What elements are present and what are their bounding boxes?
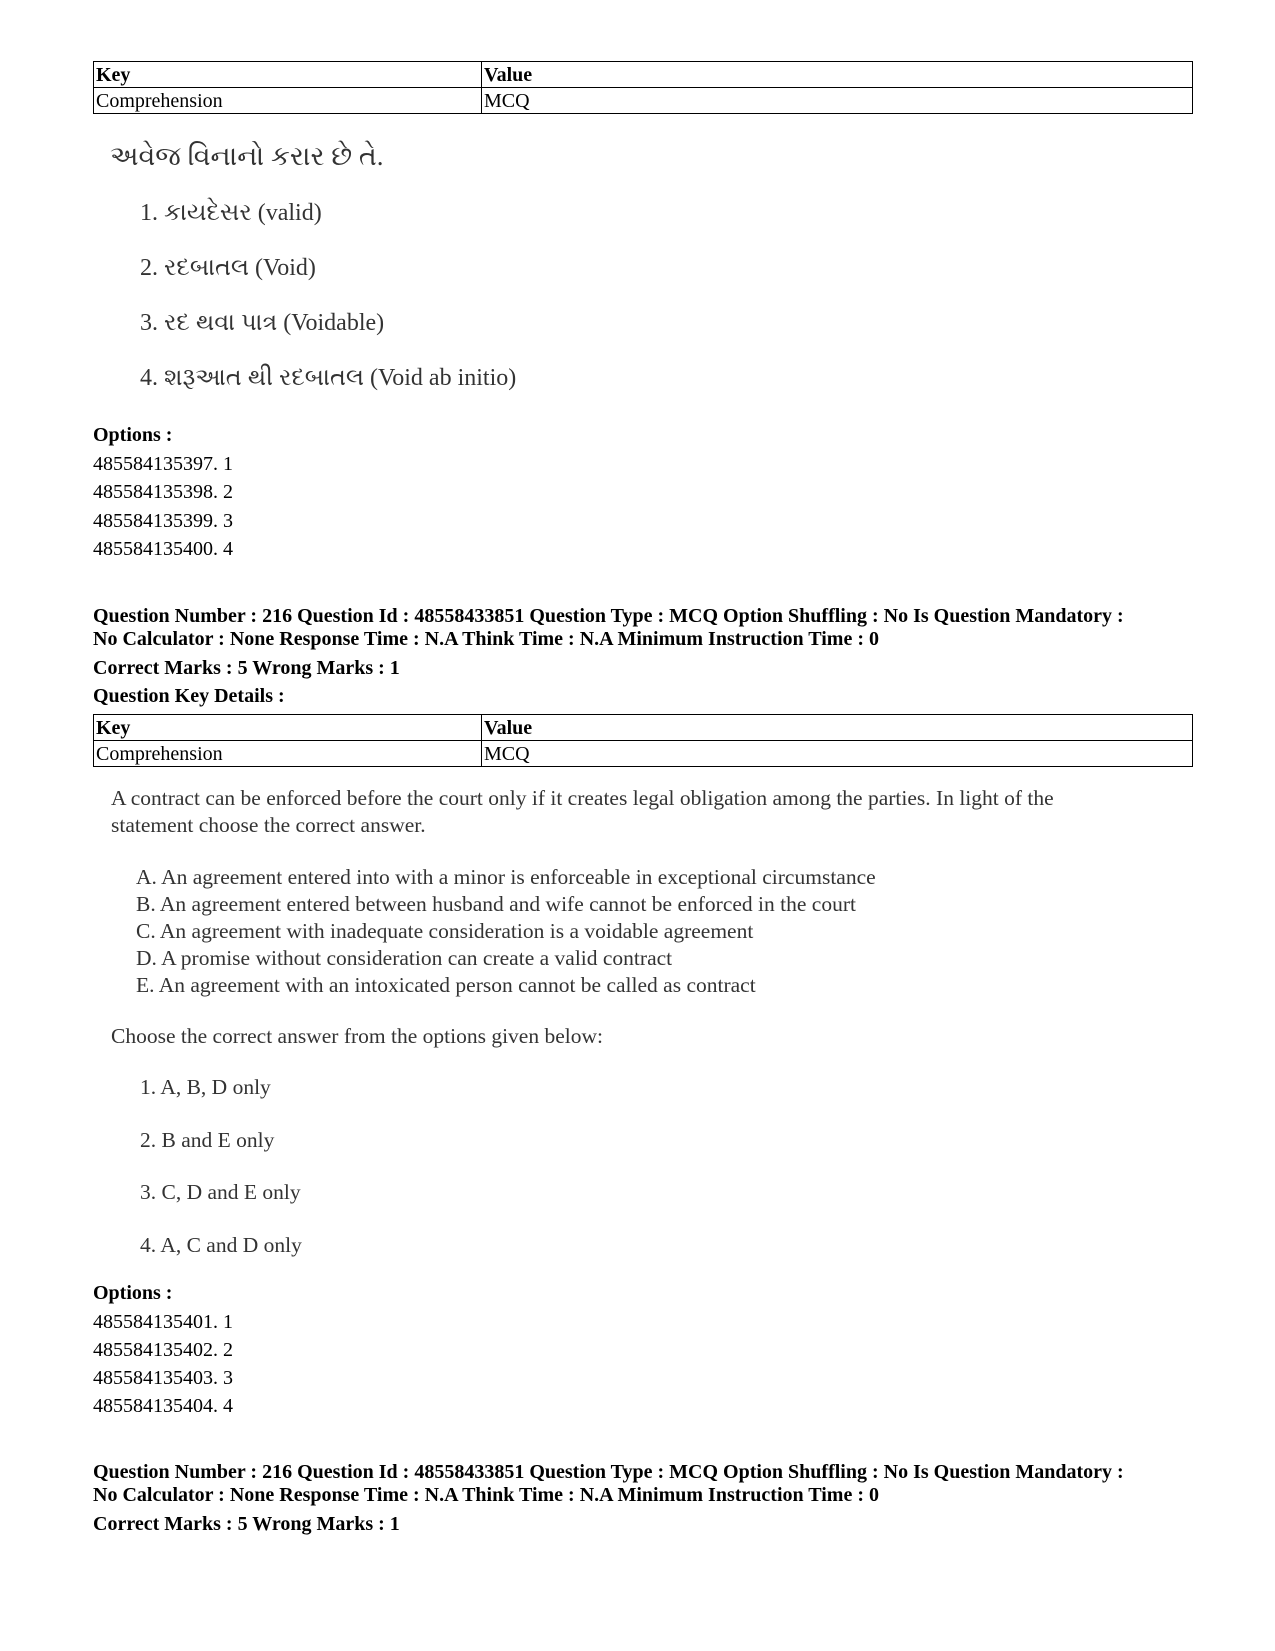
statement-item: B. An agreement entered between husband and wife cannot be enforced in the court [136,892,856,916]
option-line: 485584135397. 1 [93,453,233,475]
statement-item: C. An agreement with inadequate consideration is a voidable agreement [136,919,754,943]
table-header-key: Key [94,62,482,88]
options-label: Options : [93,424,173,446]
key-value-table [93,714,1193,767]
table-header-row [94,62,1193,88]
option-line: 485584135403. 3 [93,1367,233,1389]
instruction-text: Choose the correct answer from the options given below: [111,1024,603,1048]
statement-item: D. A promise without consideration can create a valid contract [136,946,673,970]
table-row [94,88,1193,114]
question-meta-line: Question Number : 216 Question Id : 48558433851 Question Type : MCQ Option Shuffling : No Is Question Mandatory : [93,1461,1124,1483]
choice-item: 3. C, D and E only [140,1180,301,1204]
marks-line: Correct Marks : 5 Wrong Marks : 1 [93,1513,400,1535]
table-header-key: Key [94,715,482,741]
options-label: Options : [93,1282,173,1304]
question-meta-line: No Calculator : None Response Time : N.A Think Time : N.A Minimum Instruction Time : 0 [93,628,879,650]
question-text: A contract can be enforced before the court only if it creates legal obligation among the parties. In light of the [111,786,1054,810]
statement-item: A. An agreement entered into with a minor is enforceable in exceptional circumstance [136,865,876,889]
table-cell-key: Comprehension [94,741,482,767]
table-cell-key: Comprehension [94,88,482,114]
statement-item: E. An agreement with an intoxicated person cannot be called as contract [136,973,756,997]
table-header-value: Value [482,715,1193,741]
option-line: 485584135398. 2 [93,481,233,503]
choice-item: 1. A, B, D only [140,1075,271,1099]
option-line: 485584135402. 2 [93,1339,233,1361]
choice-item: 2. રદબાતલ (Void) [140,255,316,281]
table-header-value: Value [482,62,1193,88]
choice-item: 1. કાયદેસર (valid) [140,200,322,226]
table-cell-value: MCQ [482,88,1193,114]
question-text: statement choose the correct answer. [111,813,426,837]
choice-item: 4. શરૂઆત થી રદબાતલ (Void ab initio) [140,365,517,391]
table-header-row [94,715,1193,741]
option-line: 485584135400. 4 [93,538,233,560]
option-line: 485584135401. 1 [93,1311,233,1333]
question-text: અવેજ વિનાનો કરાર છે તે. [110,141,384,171]
option-line: 485584135404. 4 [93,1395,233,1417]
choice-item: 2. B and E only [140,1128,275,1152]
question-meta-line: Question Number : 216 Question Id : 48558433851 Question Type : MCQ Option Shuffling : No Is Question Mandatory : [93,605,1124,627]
question-meta-line: No Calculator : None Response Time : N.A Think Time : N.A Minimum Instruction Time : 0 [93,1484,879,1506]
table-row [94,741,1193,767]
table-cell-value: MCQ [482,741,1193,767]
marks-line: Correct Marks : 5 Wrong Marks : 1 [93,657,400,679]
key-value-table [93,61,1193,114]
option-line: 485584135399. 3 [93,510,233,532]
choice-item: 4. A, C and D only [140,1233,302,1257]
key-details-label: Question Key Details : [93,685,285,707]
choice-item: 3. રદ થવા પાત્ર (Voidable) [140,310,385,336]
